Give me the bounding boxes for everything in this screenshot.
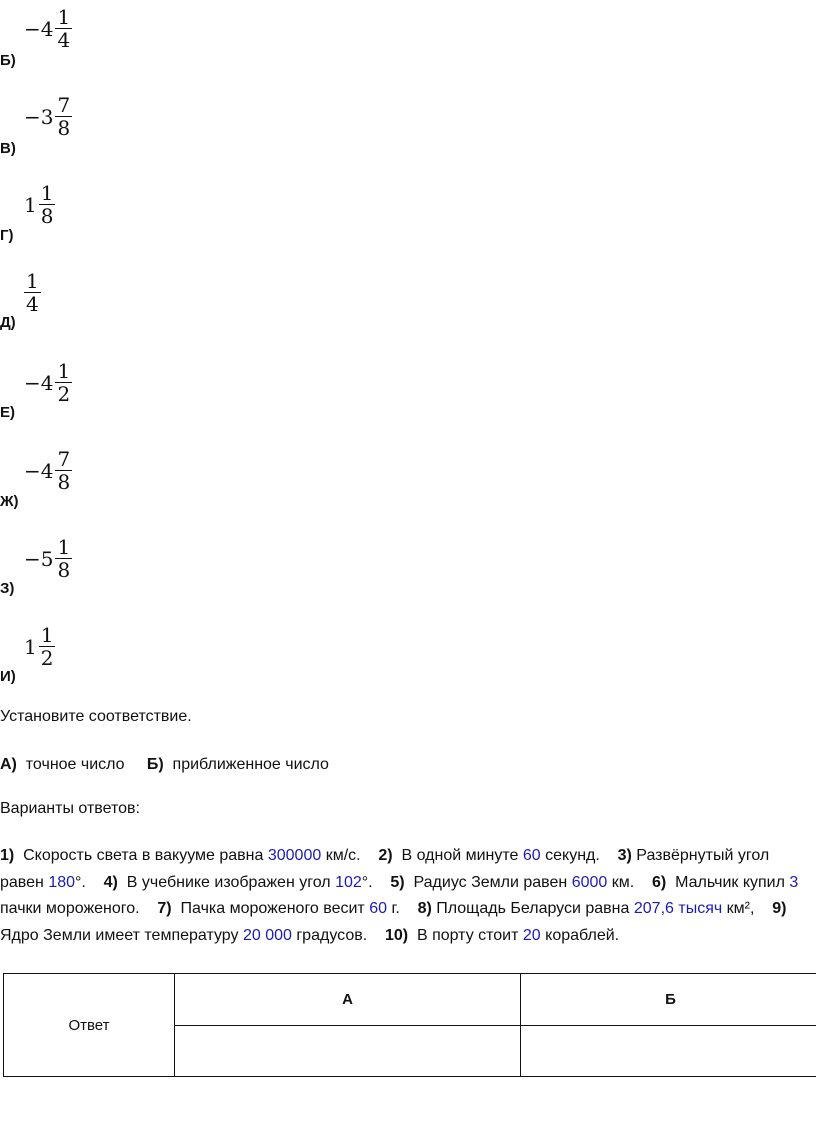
variant-2: 2) В одной минуте 60 секунд. bbox=[378, 847, 600, 864]
column-a-header: А bbox=[175, 974, 521, 1026]
whole-part: −4 bbox=[24, 16, 54, 41]
variant-6: 6) Мальчик купил 3 пачки мороженого. bbox=[0, 873, 799, 917]
fraction bbox=[55, 94, 72, 139]
fraction bbox=[24, 270, 41, 315]
variant-4: 4) В учебнике изображен угол 102°. bbox=[103, 873, 373, 891]
math-expression bbox=[24, 624, 55, 669]
answer-variants bbox=[0, 843, 812, 949]
denominator: 2 bbox=[57, 382, 71, 406]
fraction bbox=[55, 536, 72, 581]
variant-7: 7) Пачка мороженого весит 60 г. bbox=[157, 900, 400, 917]
option-label: Д) bbox=[0, 314, 16, 331]
numerator: 1 bbox=[57, 535, 71, 559]
categories-line bbox=[0, 756, 329, 774]
fraction bbox=[39, 624, 56, 669]
option-label: З) bbox=[0, 580, 15, 597]
denominator: 8 bbox=[57, 116, 71, 140]
math-expression bbox=[24, 270, 41, 315]
math-expression bbox=[24, 448, 72, 493]
variant-8: 8) Площадь Беларуси равна 207,6 тысяч км², bbox=[417, 900, 759, 917]
numerator: 1 bbox=[57, 5, 71, 29]
numerator: 1 bbox=[26, 269, 39, 293]
answer-a-cell[interactable] bbox=[175, 1025, 521, 1077]
variant-3: 3) Развёрнутый угол равен 180°. bbox=[0, 847, 770, 891]
numerator: 1 bbox=[40, 623, 54, 647]
numerator: 1 bbox=[40, 181, 54, 205]
option-label: Е) bbox=[0, 404, 15, 421]
numerator: 7 bbox=[57, 93, 71, 117]
fraction bbox=[39, 182, 56, 227]
variant-5: 5) Радиус Земли равен 6000 км. bbox=[390, 873, 635, 891]
task-instruction: Установите соответствие. bbox=[0, 708, 192, 725]
numerator: 1 bbox=[57, 359, 71, 383]
math-expression bbox=[24, 94, 72, 139]
category-a-label: А) bbox=[0, 756, 17, 773]
option-label: Г) bbox=[0, 227, 14, 244]
variant-1: 1) Скорость света в вакууме равна 300000 км/с. bbox=[0, 847, 361, 864]
denominator: 8 bbox=[40, 204, 54, 228]
whole-part: 1 bbox=[24, 634, 37, 659]
answer-table bbox=[3, 973, 816, 1077]
category-b-label: Б) bbox=[146, 756, 164, 773]
denominator: 8 bbox=[57, 558, 71, 582]
variant-10: 10) В порту стоит 20 кораблей. bbox=[384, 926, 620, 944]
variant-9: 9) Ядро Земли имеет температуру 20 000 градусов. bbox=[0, 900, 787, 944]
math-expression bbox=[24, 536, 72, 581]
denominator: 8 bbox=[57, 470, 71, 494]
option-label: В) bbox=[0, 140, 16, 157]
whole-part: −4 bbox=[24, 458, 54, 483]
denominator: 4 bbox=[57, 28, 71, 52]
whole-part: −5 bbox=[24, 546, 54, 571]
option-label: И) bbox=[0, 668, 16, 685]
math-expression bbox=[24, 360, 72, 405]
denominator: 4 bbox=[26, 292, 39, 316]
fraction bbox=[55, 6, 72, 51]
category-a-text: точное число bbox=[25, 756, 125, 773]
numerator: 7 bbox=[57, 447, 71, 471]
option-label: Б) bbox=[0, 52, 16, 69]
option-label: Ж) bbox=[0, 493, 19, 510]
answer-label-cell: Ответ bbox=[4, 974, 175, 1077]
column-b-header: Б bbox=[521, 974, 816, 1026]
answer-b-cell[interactable] bbox=[521, 1025, 816, 1077]
fraction bbox=[55, 448, 72, 493]
denominator: 2 bbox=[40, 646, 54, 670]
math-expression bbox=[24, 6, 72, 51]
whole-part: −3 bbox=[24, 104, 54, 129]
whole-part: −4 bbox=[24, 370, 54, 395]
category-b-text: приближенное число bbox=[172, 756, 329, 773]
whole-part: 1 bbox=[24, 192, 37, 217]
fraction bbox=[55, 360, 72, 405]
variants-title: Варианты ответов: bbox=[0, 800, 140, 817]
math-expression bbox=[24, 182, 55, 227]
